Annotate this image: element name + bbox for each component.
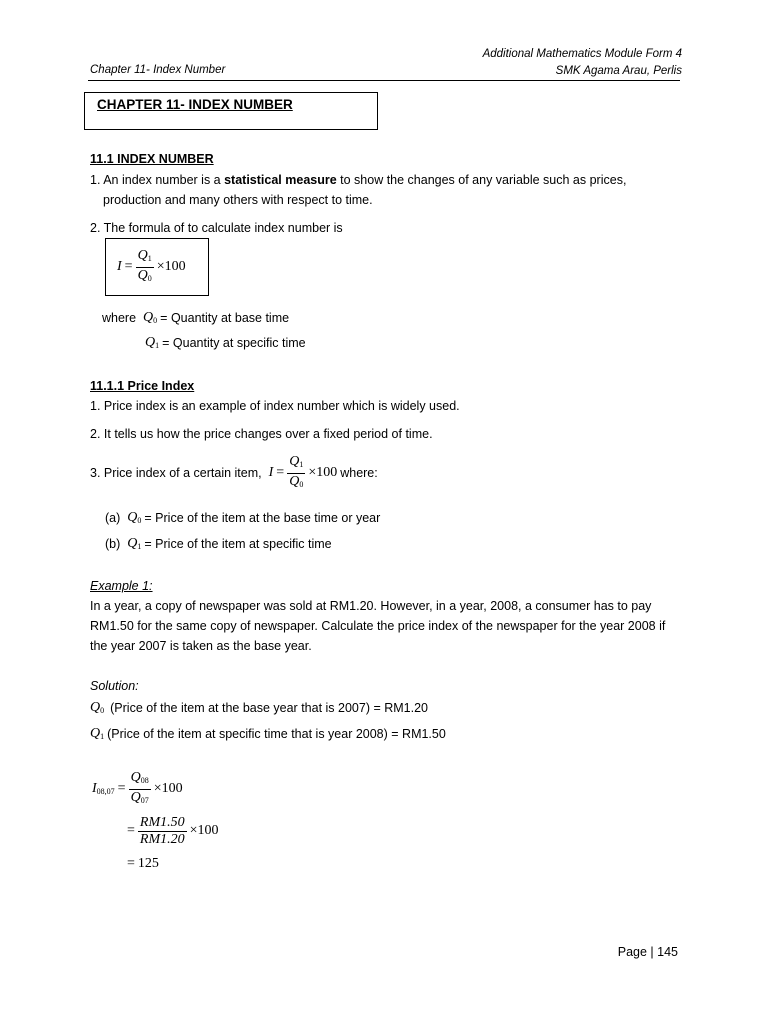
calc-line-2	[127, 815, 219, 848]
math-Q: Q	[289, 454, 300, 469]
solution-label: Solution:	[90, 679, 139, 693]
header-divider	[88, 80, 680, 81]
solution-q1	[90, 725, 446, 743]
item-b-text: = Price of the item at specific time	[144, 536, 332, 551]
price-index-paragraph-3	[90, 454, 378, 493]
example-line-3: the year 2007 is taken as the base year.	[90, 639, 312, 653]
math-Q: Q	[145, 335, 156, 350]
item-a-text: = Price of the item at the base time or year	[144, 510, 381, 525]
math-times-100: ×100	[156, 259, 186, 275]
math-I: I	[117, 259, 122, 275]
calc-den-sub: 07	[140, 796, 149, 805]
math-equals: =	[127, 856, 135, 871]
header-module-info	[483, 46, 682, 80]
math-equals: =	[276, 465, 285, 481]
math-equals: =	[124, 259, 133, 275]
calc-num-sub: 08	[140, 776, 149, 785]
math-Q: Q	[130, 790, 141, 805]
price-index-item-a	[105, 509, 380, 527]
math-I: I	[92, 781, 97, 797]
math-times-100: ×100	[153, 781, 183, 797]
math-sub: 0	[100, 706, 105, 715]
math-equals: =	[117, 781, 126, 797]
math-sub: 0	[137, 516, 142, 525]
chapter-title: CHAPTER 11- INDEX NUMBER	[97, 97, 293, 112]
solution-q0-text: (Price of the item at the base year that is 2007) = RM1.20	[110, 700, 428, 715]
paragraph-1	[90, 172, 626, 188]
price-index-paragraph-3-text: 3. Price index of a certain item,	[90, 466, 262, 481]
paragraph-1-bold: statistical measure	[224, 173, 337, 187]
calc-fraction-2	[138, 815, 187, 848]
solution-q0	[90, 699, 428, 717]
definition-q0	[102, 309, 289, 327]
math-sub: 1	[137, 542, 142, 551]
q0-definition: = Quantity at base time	[160, 310, 290, 325]
math-Q: Q	[127, 510, 138, 525]
math-Q: Q	[137, 268, 148, 283]
price-index-paragraph-1: 1. Price index is an example of index number which is widely used.	[90, 399, 460, 413]
calc-lhs-sub: 08,07	[96, 787, 115, 797]
math-sub: 1	[147, 254, 152, 263]
header-module: Additional Mathematics Module Form 4	[482, 48, 682, 60]
calc-line-1	[92, 770, 183, 809]
math-Q: Q	[90, 726, 101, 741]
paragraph-2: 2. The formula of to calculate index number is	[90, 221, 343, 235]
math-sub: 0	[147, 274, 152, 283]
math-Q: Q	[289, 474, 300, 489]
math-Q: Q	[127, 536, 138, 551]
example-heading: Example 1:	[90, 579, 153, 593]
math-sub: 1	[155, 341, 160, 350]
example-line-2: RM1.50 for the same copy of newspaper. Calculate the price index of the newspaper for the year 2008 if	[90, 619, 666, 633]
paragraph-1-text-a: 1. An index number is a	[90, 173, 225, 187]
section-heading-11-1: 11.1 INDEX NUMBER	[90, 152, 214, 166]
calc-den-value: RM1.20	[139, 832, 185, 847]
paragraph-1-cont: production and many others with respect to time.	[103, 193, 373, 207]
formula-fraction	[136, 248, 154, 287]
math-sub: 0	[153, 316, 158, 325]
math-times-100: ×100	[189, 823, 219, 839]
price-index-paragraph-2: 2. It tells us how the price changes over a fixed period of time.	[90, 427, 433, 441]
header-chapter: Chapter 11- Index Number	[90, 64, 226, 76]
math-times-100: ×100	[308, 465, 338, 481]
calc-fraction-1	[129, 770, 151, 809]
math-sub: 0	[299, 480, 304, 489]
where-label: where	[102, 310, 137, 325]
paragraph-1-text-b: to show the changes of any variable such as prices,	[336, 173, 627, 187]
definition-q1	[145, 334, 306, 352]
price-index-item-b	[105, 535, 332, 553]
example-line-1: In a year, a copy of newspaper was sold at RM1.20. However, in a year, 2008, a consumer has to pay	[90, 599, 652, 613]
header-school: SMK Agama Arau, Perlis	[555, 65, 682, 77]
q1-definition: = Quantity at specific time	[162, 335, 306, 350]
item-b-label: (b)	[105, 536, 121, 551]
index-formula	[117, 248, 186, 287]
calc-result: 125	[137, 856, 159, 871]
math-Q: Q	[143, 310, 154, 325]
math-sub: 1	[299, 460, 304, 469]
math-Q: Q	[130, 770, 141, 785]
page-number: Page | 145	[617, 945, 678, 959]
price-index-formula	[269, 454, 338, 493]
math-sub: 1	[100, 732, 105, 741]
calc-num-value: RM1.50	[139, 815, 185, 830]
math-Q: Q	[137, 248, 148, 263]
section-heading-11-1-1: 11.1.1 Price Index	[90, 379, 195, 393]
math-equals: =	[127, 823, 135, 839]
calc-line-3	[127, 855, 159, 873]
price-index-where: where:	[340, 466, 378, 481]
solution-q1-text: (Price of the item at specific time that is year 2008) = RM1.50	[107, 726, 446, 741]
math-I: I	[268, 465, 274, 481]
formula-fraction	[287, 454, 305, 493]
math-Q: Q	[90, 700, 101, 715]
item-a-label: (a)	[105, 510, 121, 525]
